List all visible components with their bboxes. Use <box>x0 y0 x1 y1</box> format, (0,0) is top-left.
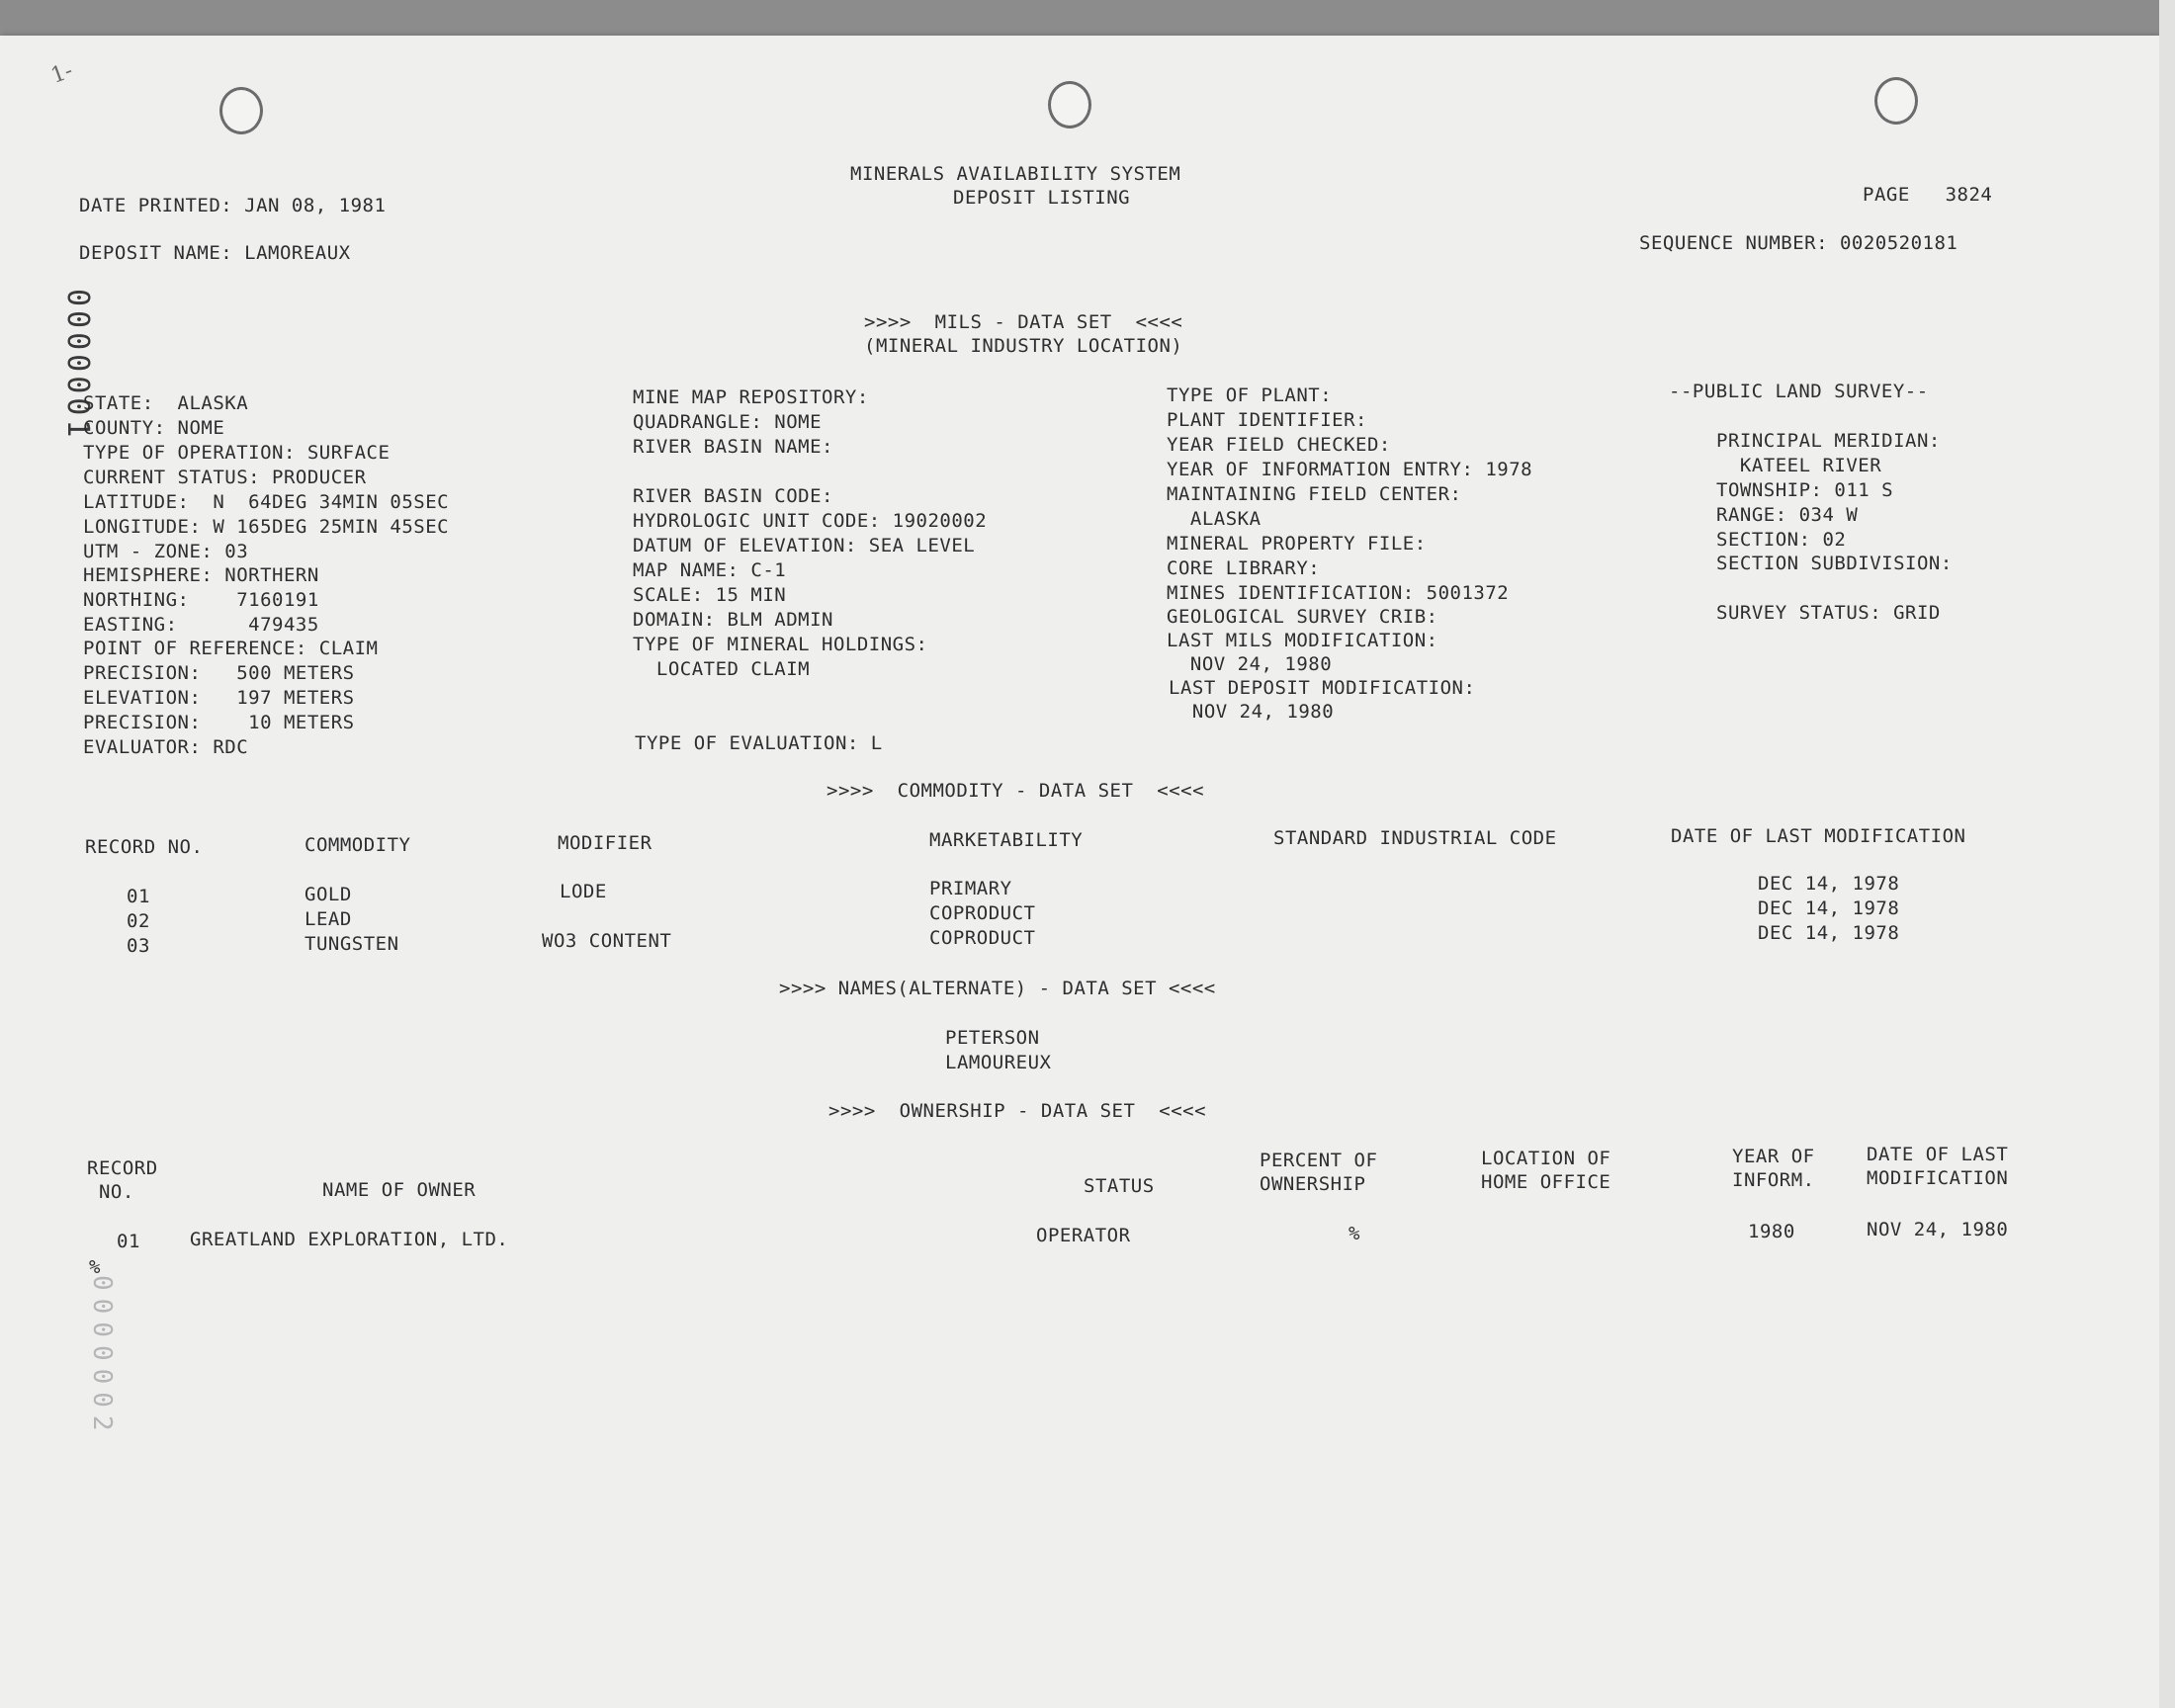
field-line: YEAR FIELD CHECKED: <box>1167 434 1391 456</box>
field-line: GEOLOGICAL SURVEY CRIB: <box>1167 606 1438 628</box>
punch-hole-center <box>1048 81 1091 128</box>
footnote-mark: % <box>89 1256 101 1278</box>
field-line: MINES IDENTIFICATION: 5001372 <box>1167 582 1510 604</box>
last-modified-date: DEC 14, 1978 <box>1758 873 1900 895</box>
margin-code-upper: 0000001 <box>60 289 95 442</box>
column-header-commodity: COMMODITY <box>304 834 411 856</box>
field-line: UTM - ZONE: 03 <box>83 541 249 562</box>
field-line: KATEEL RIVER <box>1716 455 1882 476</box>
field-line: DOMAIN: BLM ADMIN <box>633 609 833 631</box>
column-header-location: LOCATION OF HOME OFFICE <box>1481 1148 1611 1193</box>
field-line: TYPE OF OPERATION: SURFACE <box>83 442 391 464</box>
field-line: POINT OF REFERENCE: CLAIM <box>83 638 379 659</box>
column-header-owner-name: NAME OF OWNER <box>322 1179 477 1201</box>
punch-hole-left <box>219 87 263 134</box>
survey-status: SURVEY STATUS: GRID <box>1716 602 1941 624</box>
field-line: QUADRANGLE: NOME <box>633 411 823 433</box>
marketability: COPRODUCT <box>929 902 1036 924</box>
field-line: CORE LIBRARY: <box>1167 557 1321 579</box>
last-modified-date: DEC 14, 1978 <box>1758 922 1900 944</box>
date-printed: DATE PRINTED: JAN 08, 1981 <box>79 195 387 216</box>
listing-subtitle: DEPOSIT LISTING <box>953 187 1131 209</box>
owner-name: GREATLAND EXPLORATION, LTD. <box>190 1229 509 1250</box>
column-header-record-no: RECORD NO. <box>87 1157 158 1203</box>
public-land-survey-heading: --PUBLIC LAND SURVEY-- <box>1669 381 1929 402</box>
column-header-date: DATE OF LAST MODIFICATION <box>1671 825 1966 847</box>
field-line: TYPE OF MINERAL HOLDINGS: <box>633 634 928 655</box>
system-title: MINERALS AVAILABILITY SYSTEM <box>850 163 1181 185</box>
page-edge-strip <box>2159 0 2175 1708</box>
field-line: HEMISPHERE: NORTHERN <box>83 564 319 586</box>
field-line: PRINCIPAL MERIDIAN: <box>1716 430 1941 452</box>
column-header-modifier: MODIFIER <box>558 832 652 854</box>
field-line: LAST MILS MODIFICATION: <box>1167 630 1438 651</box>
field-line: NORTHING: 7160191 <box>83 589 319 611</box>
field-line: EVALUATOR: RDC <box>83 736 249 758</box>
names-heading: >>>> NAMES(ALTERNATE) - DATA SET <<<< <box>779 978 1216 999</box>
marketability: COPRODUCT <box>929 927 1036 949</box>
sequence-number: SEQUENCE NUMBER: 0020520181 <box>1639 232 1958 254</box>
info-year: 1980 <box>1748 1221 1795 1242</box>
commodity-heading: >>>> COMMODITY - DATA SET <<<< <box>826 780 1205 802</box>
handwritten-mark: 1- <box>47 58 77 89</box>
field-line: LATITUDE: N 64DEG 34MIN 05SEC <box>83 491 450 513</box>
field-line: NOV 24, 1980 <box>1167 653 1333 675</box>
alternate-name: LAMOUREUX <box>945 1052 1052 1073</box>
modifier: WO3 CONTENT <box>542 930 672 952</box>
field-line: TOWNSHIP: 011 S <box>1716 479 1894 501</box>
field-line: COUNTY: NOME <box>83 417 225 439</box>
modifier: LODE <box>560 881 607 902</box>
punch-hole-right <box>1874 77 1918 125</box>
last-modified-date: DEC 14, 1978 <box>1758 897 1900 919</box>
field-line: HYDROLOGIC UNIT CODE: 19020002 <box>633 510 988 532</box>
field-line: PRECISION: 10 METERS <box>83 712 355 733</box>
field-line: STATE: ALASKA <box>83 392 249 414</box>
marketability: PRIMARY <box>929 878 1012 899</box>
field-line: LAST DEPOSIT MODIFICATION: <box>1169 677 1476 699</box>
column-header-date: DATE OF LAST MODIFICATION <box>1867 1144 2009 1189</box>
field-line: NOV 24, 1980 <box>1169 701 1335 723</box>
mils-subheading: (MINERAL INDUSTRY LOCATION) <box>864 335 1183 357</box>
field-line: MAINTAINING FIELD CENTER: <box>1167 483 1462 505</box>
record-no: 02 <box>127 910 150 932</box>
field-line: LOCATED CLAIM <box>633 658 811 680</box>
column-header-sic: STANDARD INDUSTRIAL CODE <box>1273 827 1557 849</box>
field-line: MINE MAP REPOSITORY: <box>633 386 869 408</box>
margin-code-lower: 0000002 <box>87 1275 117 1439</box>
commodity-name: LEAD <box>304 908 352 930</box>
field-line: YEAR OF INFORMATION ENTRY: 1978 <box>1167 459 1533 480</box>
field-line: TYPE OF PLANT: <box>1167 384 1333 406</box>
field-line: SECTION SUBDIVISION: <box>1716 553 1953 574</box>
field-line: PLANT IDENTIFIER: <box>1167 409 1367 431</box>
alternate-name: PETERSON <box>945 1027 1040 1049</box>
column-header-status: STATUS <box>1084 1175 1155 1197</box>
ownership-percent: % <box>1348 1223 1360 1244</box>
ownership-heading: >>>> OWNERSHIP - DATA SET <<<< <box>828 1100 1207 1122</box>
field-line: LONGITUDE: W 165DEG 25MIN 45SEC <box>83 516 450 538</box>
field-line: ELEVATION: 197 METERS <box>83 687 355 709</box>
record-no: 01 <box>127 886 150 907</box>
commodity-name: GOLD <box>304 884 352 905</box>
record-no: 03 <box>127 935 150 957</box>
field-line: MAP NAME: C-1 <box>633 559 787 581</box>
column-header-year: YEAR OF INFORM. <box>1732 1146 1815 1191</box>
deposit-name: DEPOSIT NAME: LAMOREAUX <box>79 242 351 264</box>
field-line: DATUM OF ELEVATION: SEA LEVEL <box>633 535 976 556</box>
column-header-percent: PERCENT OF OWNERSHIP <box>1260 1150 1378 1195</box>
page-number: PAGE 3824 <box>1863 184 1993 206</box>
field-line: RANGE: 034 W <box>1716 504 1859 526</box>
field-line: MINERAL PROPERTY FILE: <box>1167 533 1427 555</box>
field-line: ALASKA <box>1167 508 1262 530</box>
field-line: PRECISION: 500 METERS <box>83 662 355 684</box>
field-line: CURRENT STATUS: PRODUCER <box>83 467 367 488</box>
column-header-record-no: RECORD NO. <box>85 836 204 858</box>
field-line: SCALE: 15 MIN <box>633 584 787 606</box>
record-no: 01 <box>117 1231 140 1252</box>
mils-heading: >>>> MILS - DATA SET <<<< <box>864 311 1183 333</box>
field-line: RIVER BASIN NAME: <box>633 436 833 458</box>
commodity-name: TUNGSTEN <box>304 933 399 955</box>
column-header-marketability: MARKETABILITY <box>929 829 1084 851</box>
last-modified-date: NOV 24, 1980 <box>1867 1219 2009 1240</box>
field-line: SECTION: 02 <box>1716 529 1847 551</box>
owner-status: OPERATOR <box>1036 1225 1131 1246</box>
type-of-evaluation: TYPE OF EVALUATION: L <box>635 732 883 754</box>
field-line: EASTING: 479435 <box>83 614 319 636</box>
field-line: RIVER BASIN CODE: <box>633 485 833 507</box>
